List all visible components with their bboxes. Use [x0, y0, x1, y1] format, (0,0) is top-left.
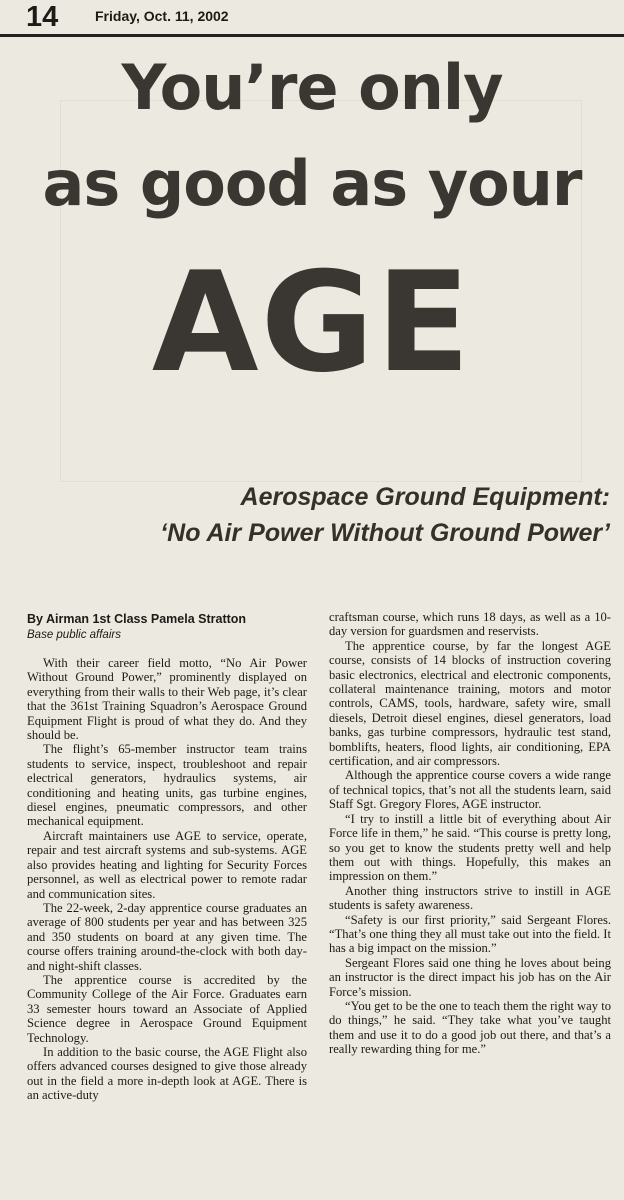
article-paragraph: With their career field motto, “No Air Power Without Ground Power,” prominently displayed on everything from their walls to their Web page, it’s clear that the 361st Training Squadron’s Aerospace Ground Equipment Flight is proud of what they do. And they should be. [27, 656, 307, 743]
article-paragraph: In addition to the basic course, the AGE Flight also offers advanced courses designed to give those already out in the field a more in-depth look at AGE. There is an active-duty [27, 1044, 307, 1103]
page-number: 14 [26, 1, 59, 33]
article-paragraph: The 22-week, 2-day apprentice course graduates an average of 800 students per year and has between 325 and 350 students on board at any given time. The course offers training around-the-clock with both day- and night-shift classes. [27, 900, 307, 973]
masthead [0, 0, 624, 37]
issue-date: Friday, Oct. 11, 2002 [95, 8, 229, 24]
headline-line-2: as good as your [42, 147, 582, 220]
article-column-right [329, 610, 611, 1057]
headline-line-3: AGE [151, 242, 473, 403]
article-paragraph: The flight’s 65-member instructor team trains students to service, inspect, troubleshoot and repair electrical generators, hydraulics systems, air conditioning and heating units, gas turbine engines, diesel engines, pneumatic compressors, and other mechanical equipment. [27, 742, 307, 829]
subheadline-line-1: Aerospace Ground Equipment: [240, 483, 610, 511]
article-paragraph: “Safety is our first priority,” said Sergeant Flores. “That’s one thing they all must take out into the field. It has a big impact on the mission.” [329, 912, 611, 956]
byline-role: Base public affairs [27, 629, 121, 641]
article-paragraph: Aircraft maintainers use AGE to service, operate, repair and test aircraft systems and sub-systems. AGE also provides heating and lighting for Security Forces personnel, as well as electrical power to remote radar and communication sites. [27, 828, 307, 901]
article-paragraph: Another thing instructors strive to instill in AGE students is safety awareness. [329, 883, 611, 913]
article-paragraph: Sergeant Flores said one thing he loves about being an instructor is the direct impact his job has on the Air Force’s mission. [329, 955, 611, 999]
article-paragraph: “I try to instill a little bit of everything about Air Force life in them,” he said. “This course is pretty long, so you get to know the students pretty well and help them out with things. Hopefully, this makes an impression on them.” [329, 811, 611, 884]
subheadline-line-2: ‘No Air Power Without Ground Power’ [160, 519, 610, 547]
article-paragraph: The apprentice course, by far the longest AGE course, consists of 14 blocks of instruction covering basic electronics, electrical and electronic components, collateral maintenance training, motors and motor controls, CAMS, tools, hardware, safety wire, small diesels, Detroit diesel engines, diesel generators, load banks, gas turbine compressors, hydraulic test stand, bomblifts, heaters, flood lights, air conditioning, EPA certification, and air compressors. [329, 638, 611, 769]
byline-author: By Airman 1st Class Pamela Stratton [27, 612, 247, 626]
headline-line-1: You’re only [121, 51, 503, 124]
article-column-left [27, 656, 307, 1103]
article-paragraph: Although the apprentice course covers a wide range of technical topics, that’s not all the students learn, said Staff Sgt. Gregory Flores, AGE instructor. [329, 768, 611, 812]
article-paragraph: “You get to be the one to teach them the right way to do things,” he said. “They take what you’ve taught them and use it to do a good job out there, and that’s a really rewarding thing for me.” [329, 998, 611, 1057]
article-paragraph-continued: craftsman course, which runs 18 days, as well as a 10-day version for guardsmen and reservists. [329, 610, 611, 639]
article-paragraph: The apprentice course is accredited by the Community College of the Air Force. Graduates earn 33 semester hours toward an Associate of Applied Science degree in Aerospace Ground Equipment Technology. [27, 972, 307, 1045]
